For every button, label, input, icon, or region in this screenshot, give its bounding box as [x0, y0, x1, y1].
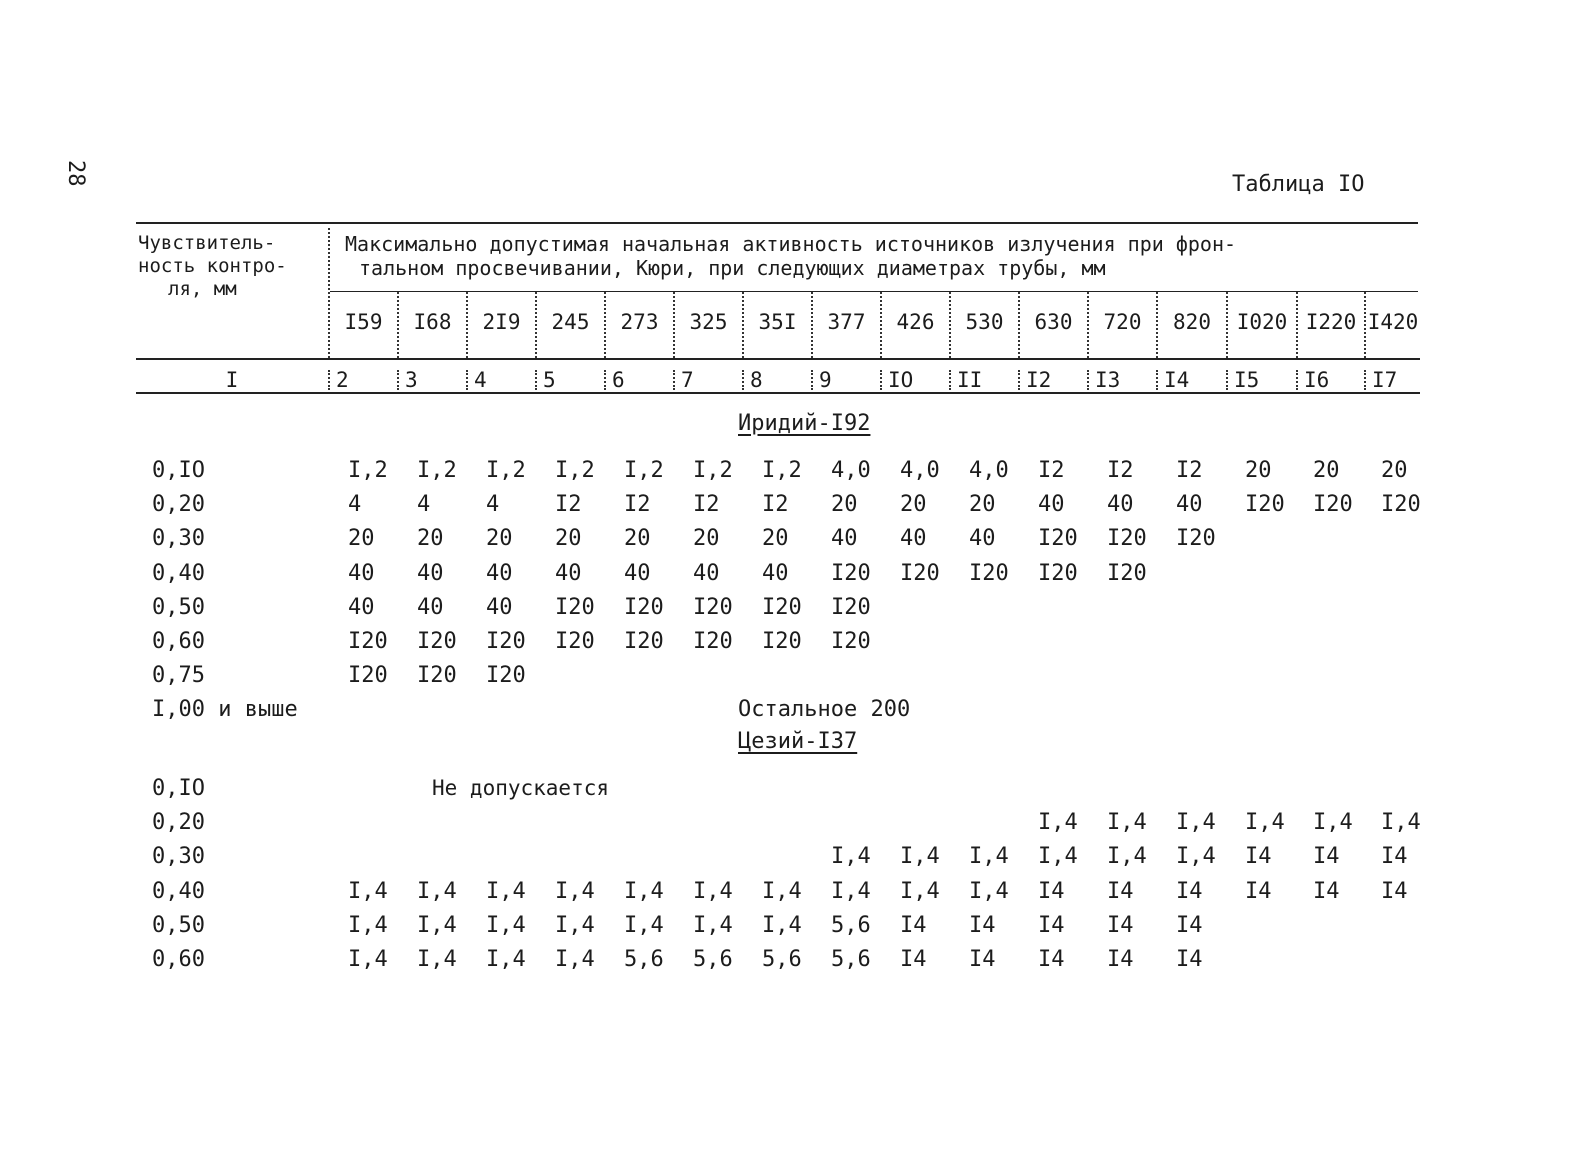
table-cell: I,4 — [1381, 810, 1421, 836]
table-cell: I20 — [831, 594, 871, 620]
diameter-header: I68 — [413, 310, 452, 334]
row-label: 0,60 — [152, 629, 205, 654]
table-cell: I,4 — [1176, 810, 1216, 836]
column-number: I2 — [1026, 368, 1052, 392]
column-number: 5 — [543, 368, 556, 392]
table-cell: 20 — [1381, 458, 1408, 483]
table-cell: I2 — [1038, 458, 1065, 483]
table-cell: I20 — [348, 663, 388, 689]
table-cell: I,4 — [693, 912, 733, 938]
table-title: Таблица IO — [1232, 172, 1365, 197]
row-label: 0,40 — [152, 560, 205, 586]
table-cell: I4 — [1107, 878, 1134, 904]
table-cell: I,4 — [831, 844, 871, 870]
table-cell: I20 — [1107, 560, 1147, 586]
table-cell: 40 — [900, 526, 927, 552]
table-cell: 20 — [831, 492, 858, 518]
table-cell: 40 — [486, 594, 513, 620]
table-cell: 40 — [348, 560, 375, 586]
diameter-header: 377 — [827, 310, 866, 334]
table-cell: I20 — [762, 594, 802, 620]
row-label: 0,20 — [152, 492, 205, 518]
column-number: I4 — [1164, 368, 1190, 392]
column-number-divider — [328, 370, 330, 390]
table-cell: 40 — [693, 560, 720, 586]
table-cell: I4 — [1245, 844, 1272, 870]
diameter-header: 273 — [620, 310, 659, 334]
diameter-header: 325 — [689, 310, 728, 334]
column-number: I3 — [1095, 368, 1121, 392]
table-cell: I,2 — [417, 458, 457, 483]
diameter-header: I420 — [1367, 310, 1419, 334]
table-cell: I20 — [1176, 526, 1216, 552]
diameter-header: 630 — [1034, 310, 1073, 334]
table-cell: I20 — [969, 560, 1009, 586]
iridium-footer-note: Остальное 200 — [738, 697, 911, 722]
diameter-header: 35I — [758, 310, 797, 334]
table-cell: 40 — [624, 560, 651, 586]
table-cell: I4 — [900, 947, 927, 972]
table-cell: I20 — [624, 594, 664, 620]
table-cell: 20 — [555, 526, 582, 552]
cesium-not-allowed-note: Не допускается — [432, 776, 610, 800]
table-cell: I4 — [1381, 844, 1408, 870]
table-cell: I,4 — [831, 878, 871, 904]
column-number: 6 — [612, 368, 625, 392]
table-cell: I4 — [1038, 912, 1065, 938]
table-cell: I,4 — [417, 947, 457, 972]
table-cell: 4,0 — [969, 458, 1009, 483]
table-cell: I,4 — [555, 878, 595, 904]
section-title-iridium: Иридий-I92 — [738, 411, 871, 436]
table-cell: I,4 — [1107, 810, 1147, 836]
header-left-line: ля, мм — [168, 278, 237, 300]
table-cell: I2 — [624, 492, 651, 518]
table-cell: 20 — [900, 492, 927, 518]
header-left-line: ность контро- — [138, 255, 287, 277]
table-cell: I4 — [1313, 878, 1340, 904]
table-cell: I20 — [348, 629, 388, 654]
table-cell: 5,6 — [624, 947, 664, 972]
table-cell: 5,6 — [831, 947, 871, 972]
table-cell: 20 — [762, 526, 789, 552]
table-cell: I,4 — [348, 947, 388, 972]
table-cell: I4 — [1176, 912, 1203, 938]
diameter-header: I59 — [344, 310, 383, 334]
table-cell: I,4 — [1107, 844, 1147, 870]
table-cell: I20 — [693, 629, 733, 654]
table-cell: 40 — [486, 560, 513, 586]
table-cell: I20 — [1381, 492, 1421, 518]
top-rule — [136, 222, 1418, 224]
table-cell: I,4 — [486, 878, 526, 904]
table-cell: I20 — [555, 629, 595, 654]
column-numbers-rule — [136, 392, 1420, 394]
table-cell: I,4 — [762, 912, 802, 938]
column-number-divider — [811, 370, 813, 390]
table-cell: 20 — [348, 526, 375, 552]
table-cell: I,2 — [486, 458, 526, 483]
table-cell: 20 — [693, 526, 720, 552]
column-number-divider — [1296, 370, 1298, 390]
table-cell: I4 — [1176, 947, 1203, 972]
table-cell: I20 — [486, 629, 526, 654]
header-top-cell — [345, 232, 1415, 280]
row-label: 0,IO — [152, 776, 205, 801]
diameter-header: 245 — [551, 310, 590, 334]
table-cell: 40 — [1038, 492, 1065, 518]
row-label: 0,40 — [152, 878, 205, 904]
table-cell: 20 — [1245, 458, 1272, 483]
table-cell: I20 — [1038, 560, 1078, 586]
table-cell: I,4 — [624, 912, 664, 938]
table-cell: 40 — [762, 560, 789, 586]
column-number: II — [957, 368, 983, 392]
column-number-divider — [1018, 370, 1020, 390]
column-number-divider — [673, 370, 675, 390]
table-cell: I20 — [417, 663, 457, 689]
table-cell: I20 — [486, 663, 526, 689]
table-cell: I,4 — [900, 844, 940, 870]
table-cell: I,4 — [762, 878, 802, 904]
table-cell: I,4 — [555, 947, 595, 972]
header-top-line: Максимально допустимая начальная активность источников излучения при фрон- — [345, 232, 1237, 256]
column-number-divider — [1156, 370, 1158, 390]
column-number: 7 — [681, 368, 694, 392]
table-cell: I,2 — [693, 458, 733, 483]
table-cell: I20 — [831, 560, 871, 586]
table-cell: I,4 — [900, 878, 940, 904]
row-label: 0,60 — [152, 947, 205, 972]
table-cell: 40 — [417, 594, 444, 620]
table-cell: I20 — [1038, 526, 1078, 552]
header-top-line: тальном просвечивании, Кюри, при следующих диаметрах трубы, мм — [359, 256, 1106, 280]
table-cell: I4 — [1038, 878, 1065, 904]
table-cell: I,4 — [417, 912, 457, 938]
column-number-divider — [535, 370, 537, 390]
column-number: 8 — [750, 368, 763, 392]
table-cell: 4 — [486, 492, 500, 518]
table-cell: I2 — [693, 492, 720, 518]
table-cell: I20 — [831, 629, 871, 654]
table-cell: I,4 — [1245, 810, 1285, 836]
table-cell: I4 — [1176, 878, 1203, 904]
column-number-divider — [1364, 370, 1366, 390]
table-cell: 40 — [969, 526, 996, 552]
diameter-header: I220 — [1305, 310, 1357, 334]
table-cell: 20 — [969, 492, 996, 518]
table-cell: I2 — [1176, 458, 1203, 483]
table-cell: I,4 — [486, 912, 526, 938]
column-number: I6 — [1304, 368, 1330, 392]
row-label: 0,75 — [152, 663, 205, 689]
diameter-header: I020 — [1236, 310, 1288, 334]
table-cell: 5,6 — [762, 947, 802, 972]
header-bottom-rule — [136, 358, 1420, 360]
column-divider — [328, 228, 330, 358]
table-cell: I,4 — [348, 878, 388, 904]
table-cell: I,4 — [417, 878, 457, 904]
table-cell: 20 — [624, 526, 651, 552]
table-cell: 40 — [417, 560, 444, 586]
table-cell: I4 — [1107, 947, 1134, 972]
table-cell: 4,0 — [831, 458, 871, 483]
table-cell: I4 — [1038, 947, 1065, 972]
table-cell: 20 — [1313, 458, 1340, 483]
table-cell: I4 — [1107, 912, 1134, 938]
diameter-header: 426 — [896, 310, 935, 334]
section-title-cesium: Цезий-I37 — [738, 729, 858, 754]
table-cell: I4 — [1245, 878, 1272, 904]
diameter-rule — [330, 291, 1418, 292]
column-number: IO — [888, 368, 914, 392]
column-number-divider — [604, 370, 606, 390]
table-cell: 5,6 — [693, 947, 733, 972]
iridium-footer-label: I,00 и выше — [152, 697, 298, 722]
column-number: I — [225, 368, 239, 392]
page-number: 28 — [63, 160, 88, 187]
table-cell: I,2 — [624, 458, 664, 483]
column-number-divider — [949, 370, 951, 390]
diameter-header: 720 — [1103, 310, 1142, 334]
table-cell: I4 — [969, 912, 996, 938]
table-cell: I20 — [417, 629, 457, 654]
column-number-divider — [742, 370, 744, 390]
table-cell: I,2 — [555, 458, 595, 483]
table-cell: I4 — [900, 912, 927, 938]
table-cell: I,4 — [1313, 810, 1353, 836]
table-cell: 40 — [831, 526, 858, 552]
table-cell: I4 — [1313, 844, 1340, 870]
table-cell: I,4 — [1176, 844, 1216, 870]
header-left-line: Чувствитель- — [138, 232, 276, 254]
table-cell: I,2 — [348, 458, 388, 483]
column-number: 4 — [474, 368, 487, 392]
header-left-cell — [138, 232, 323, 301]
row-label: 0,20 — [152, 810, 205, 836]
table-cell: 20 — [486, 526, 513, 552]
column-number: I5 — [1234, 368, 1260, 392]
table-cell: I20 — [624, 629, 664, 654]
table-cell: I20 — [1313, 492, 1353, 518]
table-cell: 4 — [348, 492, 362, 518]
column-number-divider — [1226, 370, 1228, 390]
table-cell: I,4 — [693, 878, 733, 904]
table-cell: 40 — [555, 560, 582, 586]
column-number-divider — [1087, 370, 1089, 390]
table-cell: I20 — [762, 629, 802, 654]
table-cell: I20 — [1107, 526, 1147, 552]
column-number-divider — [397, 370, 399, 390]
table-cell: I,4 — [624, 878, 664, 904]
table-cell: 40 — [348, 594, 375, 620]
column-number-divider — [880, 370, 882, 390]
table-cell: I20 — [1245, 492, 1285, 518]
table-cell: 20 — [417, 526, 444, 552]
table-cell: I,4 — [555, 912, 595, 938]
table-cell: I,4 — [969, 878, 1009, 904]
table-cell: I4 — [969, 947, 996, 972]
column-number: I7 — [1372, 368, 1398, 392]
row-label: 0,IO — [152, 458, 205, 483]
row-label: 0,30 — [152, 844, 205, 870]
table-cell: 4 — [417, 492, 431, 518]
diameter-header: 820 — [1173, 310, 1211, 334]
table-cell: I,4 — [969, 844, 1009, 870]
column-number: 3 — [405, 368, 418, 392]
table-cell: I,2 — [762, 458, 802, 483]
table-cell: 40 — [1107, 492, 1134, 518]
column-number: 2 — [336, 368, 349, 392]
table-cell: I20 — [555, 594, 595, 620]
diameter-header: 530 — [965, 310, 1004, 334]
table-cell: I20 — [693, 594, 733, 620]
row-label: 0,50 — [152, 912, 205, 938]
table-cell: I2 — [762, 492, 789, 518]
table-cell: I2 — [1107, 458, 1134, 483]
diameter-header: 2I9 — [482, 310, 521, 334]
row-label: 0,50 — [152, 594, 205, 620]
table-cell: I,4 — [348, 912, 388, 938]
table-cell: 4,0 — [900, 458, 940, 483]
table-cell: 40 — [1176, 492, 1203, 518]
table-cell: I4 — [1381, 878, 1408, 904]
table-cell: I20 — [900, 560, 940, 586]
column-number: 9 — [819, 368, 832, 392]
row-label: 0,30 — [152, 526, 205, 552]
table-cell: 5,6 — [831, 912, 871, 938]
table-cell: I2 — [555, 492, 582, 518]
table-cell: I,4 — [1038, 810, 1078, 836]
table-cell: I,4 — [1038, 844, 1078, 870]
column-number-divider — [466, 370, 468, 390]
table-cell: I,4 — [486, 947, 526, 972]
